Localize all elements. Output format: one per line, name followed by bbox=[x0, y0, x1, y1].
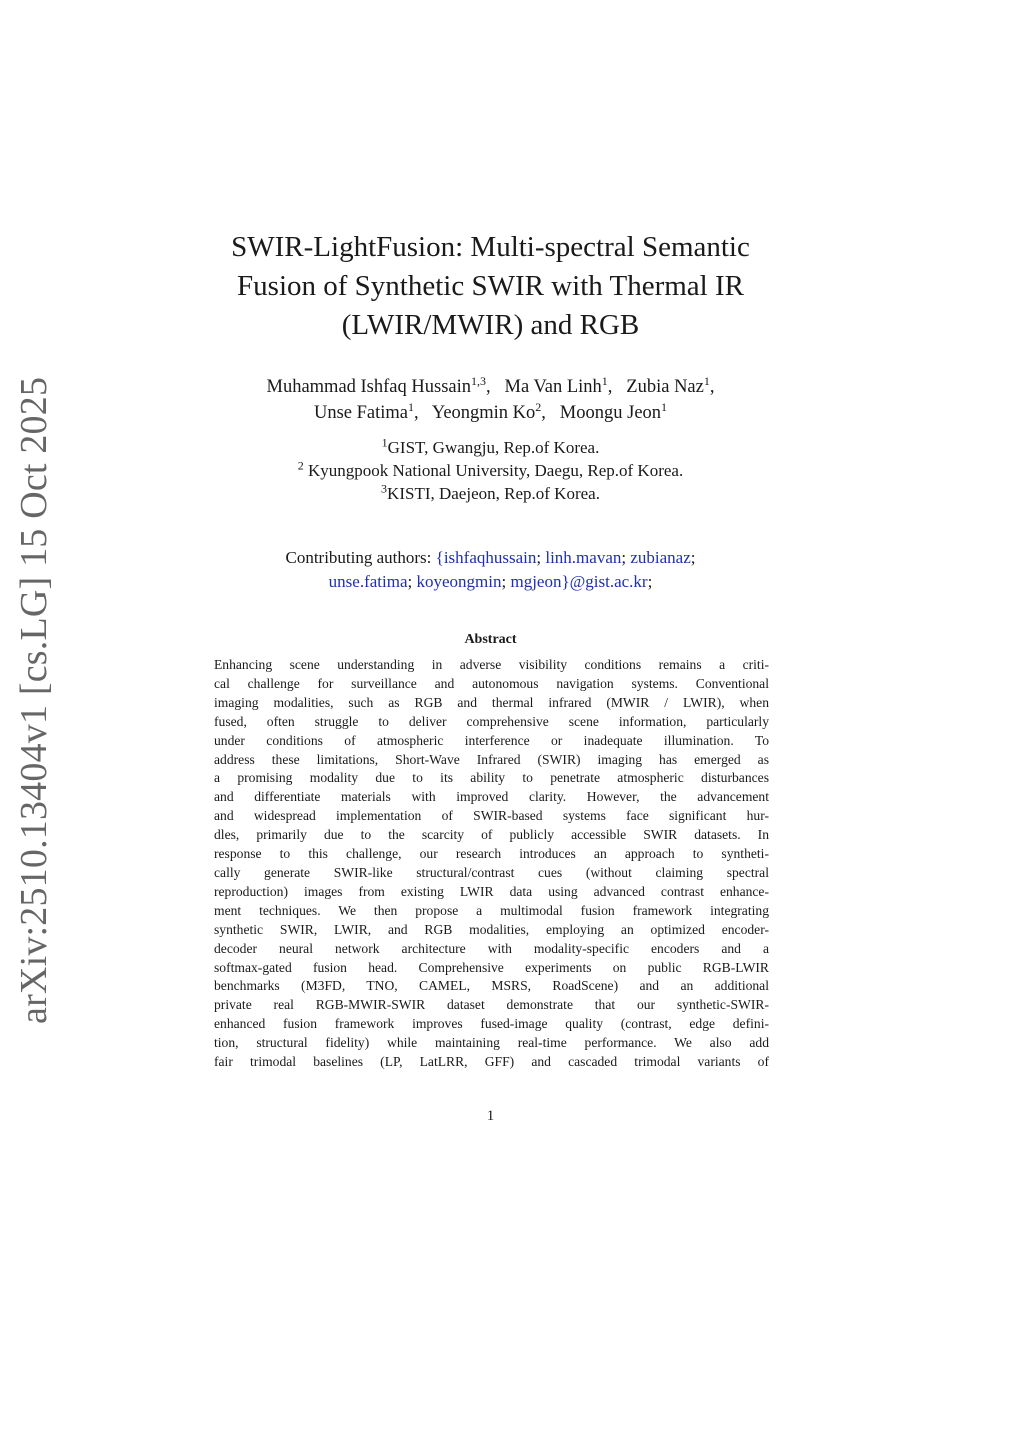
abstract-line: under conditions of atmospheric interference or inadequate illumination. To bbox=[214, 732, 769, 748]
author-list bbox=[0, 374, 981, 426]
abstract-line: enhanced fusion framework improves fused-image quality (contrast, edge defini- bbox=[214, 1016, 769, 1032]
abstract-line: decoder neural network architecture with modality-specific encoders and a bbox=[214, 940, 769, 956]
abstract-line: cally generate SWIR-like structural/contrast cues (without claiming spectral bbox=[214, 864, 769, 880]
abstract-line: dles, primarily due to the scarcity of publicly accessible SWIR datasets. In bbox=[214, 827, 769, 843]
affiliation-mark: 1 bbox=[381, 435, 388, 450]
author-affil-mark: 1 bbox=[703, 373, 710, 388]
title-line: (LWIR/MWIR) and RGB bbox=[341, 309, 640, 341]
author-name: Unse Fatima bbox=[313, 403, 408, 423]
email-link[interactable]: {ishfaqhussain bbox=[435, 548, 537, 567]
title-line: Fusion of Synthetic SWIR with Thermal IR bbox=[237, 270, 744, 302]
abstract-line: and differentiate materials with improved clarity. However, the advancement bbox=[214, 789, 769, 805]
contrib-line bbox=[0, 570, 981, 594]
author-name: Moongu Jeon bbox=[559, 403, 662, 423]
abstract-line: softmax-gated fusion head. Comprehensive experiments on public RGB-LWIR bbox=[214, 959, 769, 975]
paper-title bbox=[0, 228, 981, 345]
separator: ; bbox=[690, 548, 696, 567]
author-affil-mark: 1,3 bbox=[471, 373, 486, 388]
abstract-line: ment techniques. We then propose a multimodal fusion framework integrating bbox=[214, 902, 769, 918]
email-link[interactable]: zubianaz bbox=[630, 548, 691, 567]
separator: ; bbox=[621, 548, 627, 567]
author-name: Muhammad Ishfaq Hussain bbox=[266, 377, 471, 397]
abstract-heading: Abstract bbox=[464, 632, 517, 647]
arxiv-identifier-stamp: arXiv:2510.13404v1 [cs.LG] 15 Oct 2025 bbox=[13, 376, 55, 1024]
abstract-body bbox=[214, 656, 769, 1072]
author-affil-mark: 1 bbox=[661, 399, 668, 414]
abstract-line: Enhancing scene understanding in adverse visibility conditions remains a criti- bbox=[214, 657, 769, 672]
abstract-line: benchmarks (M3FD, TNO, CAMEL, MSRS, RoadScene) and an additional bbox=[214, 978, 769, 994]
author-line: Unse Fatima$^1$, Yeongmin Ko$^2$, Moongu Jeon$^1$ bbox=[313, 399, 668, 423]
affiliation-text: Kyungpook National University, Daegu, Rep.of Korea. bbox=[303, 461, 684, 480]
affiliation-text: KISTI, Daejeon, Rep.of Korea. bbox=[387, 484, 600, 503]
abstract-line: cal challenge for surveillance and autonomous navigation systems. Conventional bbox=[214, 675, 769, 691]
abstract-line: fair trimodal baselines (LP, LatLRR, GFF) and cascaded trimodal variants of bbox=[214, 1054, 769, 1070]
affiliation-line bbox=[0, 436, 981, 459]
abstract-line: address these limitations, Short-Wave Infrared (SWIR) imaging has emerged as bbox=[214, 751, 769, 767]
contrib-line bbox=[0, 546, 981, 570]
separator: ; bbox=[501, 572, 507, 591]
affiliation-text: GIST, Gwangju, Rep.of Korea. bbox=[387, 438, 600, 457]
email-link[interactable]: linh.mavan bbox=[545, 548, 622, 567]
abstract-line: private real RGB-MWIR-SWIR dataset demonstrate that our synthetic-SWIR- bbox=[214, 997, 769, 1013]
email-link[interactable]: koyeongmin bbox=[416, 572, 502, 591]
abstract-line: tion, structural fidelity) while maintaining real-time performance. We also add bbox=[214, 1035, 769, 1051]
author-affil-mark: 1 bbox=[601, 373, 608, 388]
email-link[interactable]: mgjeon}@gist.ac.kr bbox=[510, 572, 648, 591]
author-name: Ma Van Linh bbox=[504, 377, 602, 397]
separator: ; bbox=[647, 572, 653, 591]
author-affil-mark: 1 bbox=[407, 399, 414, 414]
separator: ; bbox=[407, 572, 413, 591]
affiliations bbox=[0, 436, 981, 505]
separator: ; bbox=[536, 548, 542, 567]
abstract-line: reproduction) images from existing LWIR data using advanced contrast enhance- bbox=[214, 883, 769, 899]
affiliation-mark: 2 bbox=[297, 458, 304, 473]
abstract-line: response to this challenge, our research introduces an approach to syntheti- bbox=[214, 846, 769, 862]
author-name: Yeongmin Ko bbox=[431, 403, 536, 423]
author-name: Zubia Naz bbox=[626, 377, 704, 397]
title-line: SWIR-LightFusion: Multi-spectral Semantic bbox=[231, 231, 750, 263]
page-number: 1 bbox=[486, 1108, 495, 1124]
abstract-line: imaging modalities, such as RGB and thermal infrared (MWIR / LWIR), when bbox=[214, 694, 769, 710]
email-link[interactable]: unse.fatima bbox=[328, 572, 408, 591]
contrib-label: Contributing authors: bbox=[285, 548, 436, 567]
abstract-line: fused, often struggle to deliver comprehensive scene information, particularly bbox=[214, 713, 769, 729]
affiliation-line bbox=[0, 459, 981, 482]
affiliation-mark: 3 bbox=[381, 481, 388, 496]
author-affil-mark: 2 bbox=[535, 399, 542, 414]
affiliation-line bbox=[0, 482, 981, 505]
abstract-line: synthetic SWIR, LWIR, and RGB modalities, employing an optimized encoder- bbox=[214, 921, 769, 937]
abstract-line: a promising modality due to its ability to penetrate atmospheric disturbances bbox=[214, 770, 769, 786]
author-line: Muhammad Ishfaq Hussain$^{1,3}$, Ma Van Linh$^1$, Zubia Naz$^1$, bbox=[266, 373, 715, 397]
abstract-line: and widespread implementation of SWIR-based systems face significant hur- bbox=[214, 808, 769, 824]
contributing-authors bbox=[0, 546, 981, 594]
